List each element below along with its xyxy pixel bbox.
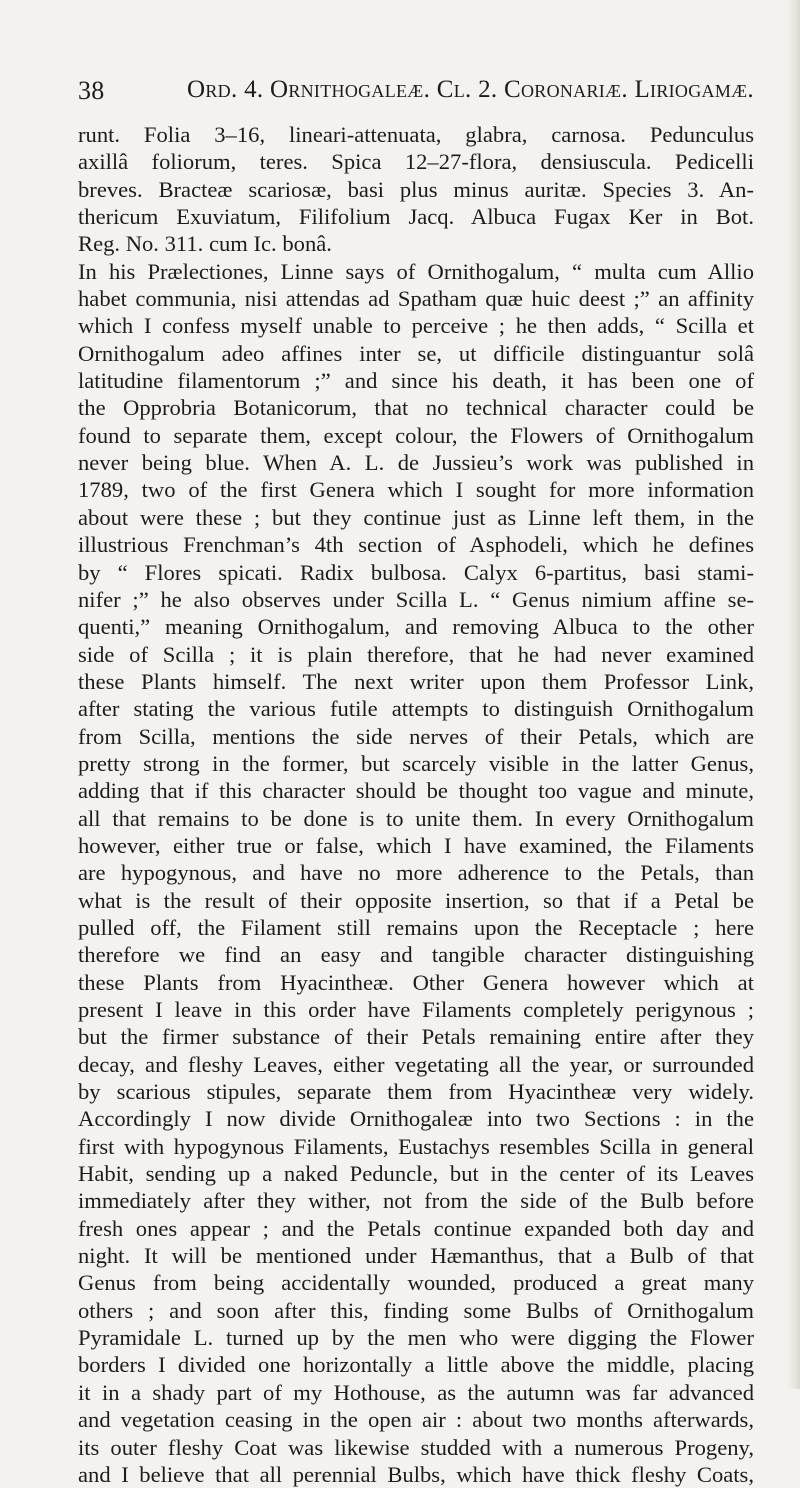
text-line: Ornithogalum adeo affines inter se, ut difficile distinguantur solâ [78,340,754,366]
text-line: side of Scilla ; it is plain therefore, that he had never examined [78,641,754,667]
text-line: and vegetation ceasing in the open air : about two months afterwards, [78,1407,754,1433]
text-line: immediately after they wither, not from the side of the Bulb before [78,1188,754,1214]
text-line: nifer ;” he also observes under Scilla L. “ Genus nimium affine se- [78,586,754,612]
text-line: these Plants himself. The next writer upon them Professor Link, [78,668,754,694]
text-line: are hypogynous, and have no more adherence to the Petals, than [78,860,754,886]
text-line: never being blue. When A. L. de Jussieu’s work was published in [78,450,754,476]
text-line: present I leave in this order have Filaments completely perigynous ; [78,997,754,1022]
page-number: 38 [78,76,105,105]
text-line: pulled off, the Filament still remains upon the Receptacle ; here [78,914,754,940]
text-line: the Opprobria Botanicorum, that no technical character could be [78,395,754,421]
text-line: In his Prælectiones, Linne says of Ornithogalum, “ multa cum Allio [78,258,754,284]
text-line: 1789, two of the first Genera which I sought for more information [78,477,754,503]
text-line: habet communia, nisi attendas ad Spatham quæ huic deest ;” an affinity [78,286,754,312]
text-line: thericum Exuviatum, Filifolium Jacq. Albuca Fugax Ker in Bot. [78,204,754,230]
text-line: Accordingly I now divide Ornithogaleæ into two Sections : in the [78,1106,754,1132]
text-line: Habit, sending up a naked Peduncle, but in the center of its Leaves [78,1161,754,1187]
text-line: all that remains to be done is to unite them. In every Ornithogalum [78,805,754,831]
text-line: Genus from being accidentally wounded, produced a great many [78,1270,754,1296]
text-line: night. It will be mentioned under Hæmanthus, that a Bulb of that [78,1243,754,1269]
text-line: which I confess myself unable to perceive ; he then adds, “ Scilla et [78,313,754,339]
text-line: decay, and fleshy Leaves, either vegetating all the year, or surrounded [78,1051,754,1077]
text-line: by “ Flores spicati. Radix bulbosa. Calyx 6-partitus, basi stami- [78,559,754,585]
text-line: Reg. No. 311. cum Ic. bonâ. [78,231,332,257]
text-line: these Plants from Hyacintheæ. Other Genera however which at [78,969,754,995]
text-line: therefore we find an easy and tangible character distinguishing [78,942,754,968]
text-line: pretty strong in the former, but scarcely visible in the latter Genus, [78,750,754,776]
body-text [78,121,754,1488]
text-line: it in a shady part of my Hothouse, as the autumn was far advanced [78,1379,754,1405]
text-line: after stating the various futile attempts to distinguish Ornithogalum [78,696,754,722]
text-line: breves. Bracteæ scariosæ, basi plus minus auritæ. Species 3. An- [78,176,754,202]
text-line: borders I divided one horizontally a little above the middle, placing [78,1352,754,1378]
text-line: what is the result of their opposite insertion, so that if a Petal be [78,887,754,913]
text-line: quenti,” meaning Ornithogalum, and removing Albuca to the other [78,614,754,640]
text-line: adding that if this character should be thought too vague and minute, [78,778,754,804]
text-line: illustrious Frenchman’s 4th section of Asphodeli, which he defines [78,532,754,558]
text-line: and I believe that all perennial Bulbs, which have thick fleshy Coats, [78,1461,754,1487]
running-header [78,70,754,110]
text-line: found to separate them, except colour, the Flowers of Ornithogalum [78,422,754,448]
text-line: axillâ foliorum, teres. Spica 12–27-flora, densiuscula. Pedicelli [78,149,754,175]
book-page [78,70,754,1488]
text-line: by scarious stipules, separate them from Hyacintheæ very widely. [78,1079,754,1105]
text-line: however, either true or false, which I have examined, the Filaments [78,832,754,858]
text-line: Pyramidale L. turned up by the men who were digging the Flower [78,1325,754,1351]
text-line: its outer fleshy Coat was likewise studded with a numerous Progeny, [78,1434,754,1460]
text-line: others ; and soon after this, finding some Bulbs of Ornithogalum [78,1297,754,1323]
text-line: but the firmer substance of their Petals remaining entire after they [78,1024,754,1050]
text-line: fresh ones appear ; and the Petals continue expanded both day and [78,1215,754,1241]
text-line: runt. Folia 3–16, lineari-attenuata, glabra, carnosa. Pedunculus [78,122,754,147]
text-line: latitudine filamentorum ;” and since his death, it has been one of [78,368,754,394]
text-line: from Scilla, mentions the side nerves of their Petals, which are [78,723,754,749]
text-line: first with hypogynous Filaments, Eustachys resembles Scilla in general [78,1133,754,1159]
page-edge [786,0,800,1389]
text-line: about were these ; but they continue just as Linne left them, in the [78,504,754,530]
running-title: Ord. 4. Ornithogaleæ. Cl. 2. Coronariæ. Liriogamæ. [187,76,754,103]
